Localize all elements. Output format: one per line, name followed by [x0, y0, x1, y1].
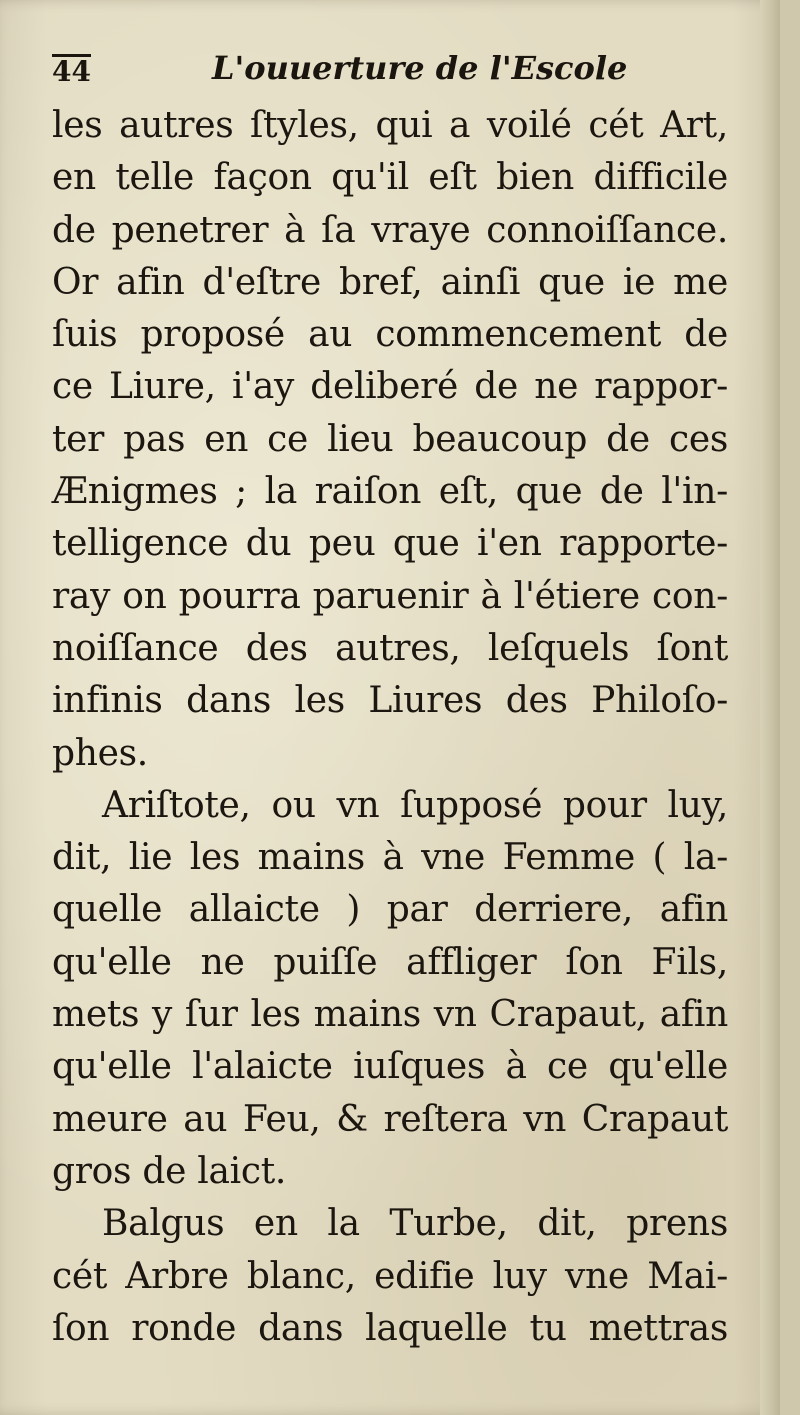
text-line: qu'elle ne puiſſe affliger ſon Fils, [52, 941, 728, 983]
text-line: de penetrer à ſa vraye connoiſſance. [52, 209, 728, 251]
text-line: Ænigmes ; la raiſon eſt, que de l'in- [52, 471, 728, 513]
text-line: ſuis proposé au commencement de [52, 314, 728, 356]
page-number: 44 [52, 55, 91, 88]
text-line: les autres ſtyles, qui a voilé cét Art, [52, 105, 728, 146]
page-header [52, 48, 752, 96]
text-line: noiſſance des autres, leſquels ſont [52, 627, 728, 669]
text-line: ray on pourra paruenir à l'étiere con- [52, 575, 728, 617]
text-line: meure au Feu, & reſtera vn Crapaut [52, 1098, 728, 1140]
text-line: ce Liure, i'ay deliberé de ne rappor- [52, 366, 728, 408]
text-line: ſon ronde dans laquelle tu mettras [52, 1307, 728, 1349]
text-line: qu'elle l'alaicte iuſques à ce qu'elle [52, 1046, 728, 1088]
text-line: Or afin d'eſtre bref, ainſi que ie me [52, 261, 728, 303]
paragraph-start-line: Balgus en la Turbe, dit, prens [102, 1203, 728, 1245]
page-edge [760, 0, 780, 1415]
paragraph-start-line: Ariſtote, ou vn ſupposé pour luy, [102, 784, 728, 826]
text-line: dit, lie les mains à vne Femme ( la- [52, 837, 728, 879]
body-text [52, 100, 728, 1355]
text-line: phes. [52, 732, 148, 774]
text-line: infinis dans les Liures des Philoſo- [52, 680, 728, 722]
text-line: cét Arbre blanc, edifie luy vne Mai- [52, 1255, 728, 1297]
text-line: gros de laict. [52, 1150, 287, 1192]
text-line: quelle allaicte ) par derriere, afin [52, 889, 728, 931]
text-line: ter pas en ce lieu beaucoup de ces [52, 418, 728, 460]
text-line: mets y ſur les mains vn Crapaut, afin [52, 994, 728, 1036]
running-title: L'ouuerture de l'Escole [212, 49, 628, 87]
text-line: en telle façon qu'il eſt bien difficile [52, 157, 728, 199]
text-line: telligence du peu que i'en rapporte- [52, 523, 728, 565]
